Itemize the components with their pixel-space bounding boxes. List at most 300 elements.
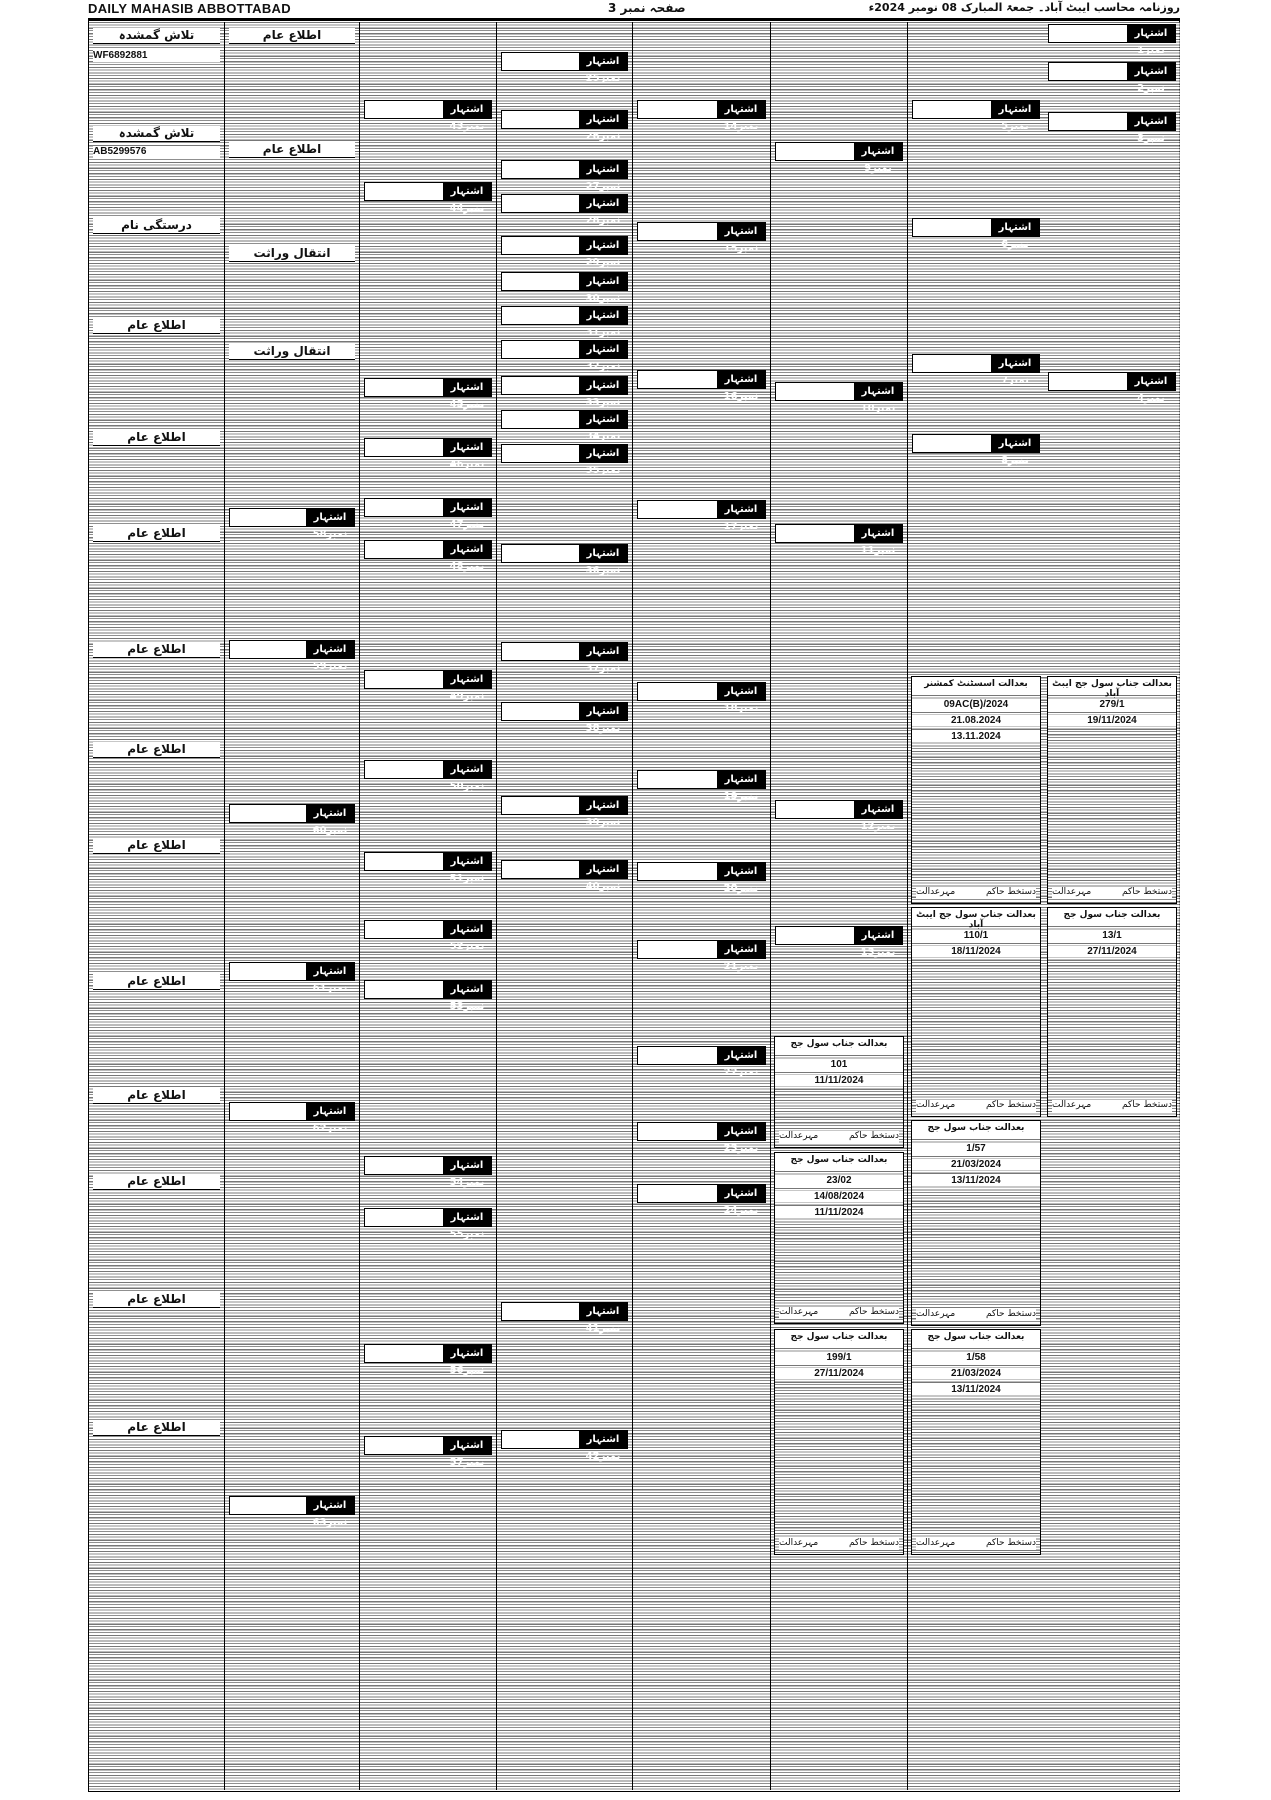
ad-number-label (306, 509, 354, 540)
signature-label: دستخط حاکم (1121, 1100, 1172, 1110)
ad-number-label (443, 101, 491, 132)
court-notice-title: بعدالت جناب سول جج (927, 1332, 1025, 1342)
ad-number: 32 (585, 361, 600, 372)
ad-label-text: اشتہار نمبر (724, 1188, 759, 1216)
notice-heading: اطلاع عام (93, 1088, 220, 1104)
ad-number: 54 (449, 1177, 464, 1188)
case-reference: 14/08/2024 (775, 1191, 903, 1202)
ad-label-text: اشتہار نمبر (450, 104, 485, 132)
case-reference: 1/58 (912, 1352, 1040, 1363)
ad-number: 33 (585, 397, 600, 408)
ad-label-text: اشتہار نمبر (586, 164, 621, 192)
seal-label: مہرعدالت (916, 1309, 956, 1319)
ad-number-tag (364, 1156, 492, 1188)
ad-number-label (306, 805, 354, 836)
ad-number: 46 (449, 459, 464, 470)
ad-number-tag (775, 800, 903, 832)
ad-label-text: اشتہار نمبر (313, 512, 348, 540)
col-1 (1044, 22, 1180, 1790)
ad-number: 47 (449, 519, 464, 530)
ad-number-label (579, 411, 627, 442)
signature-label: دستخط حاکم (848, 1307, 899, 1317)
ad-number-tag (229, 640, 355, 672)
ad-number: 21 (723, 961, 738, 972)
ad-number-tag (637, 1184, 766, 1216)
ad-number-tag (775, 382, 903, 414)
ad-number-tag (229, 804, 355, 836)
ad-number-label (443, 439, 491, 470)
notice-heading: اطلاع عام (93, 742, 220, 758)
ad-number-label (579, 161, 627, 192)
ad-number-tag (501, 1430, 628, 1462)
ad-number-tag (637, 770, 766, 802)
ad-number-tag (501, 110, 628, 142)
notice-heading: اطلاع عام (93, 430, 220, 446)
reference-number: WF6892881 (93, 50, 220, 62)
notice-heading: اطلاع عام (93, 974, 220, 990)
ad-number-label (443, 671, 491, 702)
ad-number-tag (637, 1046, 766, 1078)
ad-number-tag (229, 1496, 355, 1528)
ad-number-label (717, 771, 765, 802)
ad-number-label (854, 383, 902, 414)
ad-number: 31 (585, 327, 600, 338)
ad-number-label (717, 941, 765, 972)
ad-number-label (443, 1345, 491, 1376)
ad-number: 57 (449, 1457, 464, 1468)
ad-number-label (443, 379, 491, 410)
ad-number-tag (637, 1122, 766, 1154)
ad-number: 35 (585, 465, 600, 476)
ad-number-label (991, 355, 1039, 386)
ad-number-tag (637, 222, 766, 254)
notice-heading: تلاش گمشدہ (93, 28, 220, 44)
ad-number-tag (364, 670, 492, 702)
ad-number-tag (229, 1102, 355, 1134)
ad-number-tag (501, 194, 628, 226)
ad-number-label (443, 1437, 491, 1468)
ad-number: 38 (585, 723, 600, 734)
ad-number-label (579, 195, 627, 226)
seal-label: مہرعدالت (916, 1100, 956, 1110)
ad-number-label (1127, 63, 1175, 94)
ad-number-tag (364, 1208, 492, 1240)
ad-number: 14 (723, 121, 738, 132)
ad-number-label (579, 111, 627, 142)
ad-number: 17 (723, 521, 738, 532)
ad-label-text: اشتہار نمبر (586, 1434, 621, 1462)
ad-number: 22 (723, 1067, 738, 1078)
ad-number-label (306, 963, 354, 994)
ad-label-text: اشتہار نمبر (586, 646, 621, 674)
ad-label-text: اشتہار نمبر (586, 706, 621, 734)
ad-number-label (443, 921, 491, 952)
ad-number: 58 (312, 529, 327, 540)
ad-number-label (854, 525, 902, 556)
case-reference: 11/11/2024 (775, 1207, 903, 1218)
court-notice-title: بعدالت جناب سول جج (790, 1155, 888, 1165)
ad-label-text: اشتہار نمبر (586, 414, 621, 442)
seal-label: مہرعدالت (779, 1538, 819, 1548)
ad-text-block (360, 22, 496, 1790)
ad-label-text: اشتہار نمبر (998, 104, 1032, 132)
col-6 (359, 22, 496, 1790)
masthead-english: DAILY MAHASIB ABBOTTABAD (88, 1, 291, 16)
ad-label-text: اشتہار نمبر (313, 808, 348, 836)
ad-label-text: اشتہار نمبر (586, 800, 621, 828)
notice-signature (1052, 1100, 1172, 1112)
ad-number: 10 (860, 403, 875, 414)
ad-number-label (991, 219, 1039, 250)
ad-number-tag (364, 1436, 492, 1468)
ad-label-text: اشتہار نمبر (586, 310, 621, 338)
ad-label-text: اشتہار نمبر (724, 226, 759, 254)
notice-signature (916, 1309, 1036, 1321)
ad-number-tag (364, 1344, 492, 1376)
ad-label-text: اشتہار نمبر (313, 1106, 348, 1134)
ad-number-label (1127, 25, 1175, 56)
ad-number: 26 (585, 131, 600, 142)
court-notice (774, 1036, 904, 1148)
ad-number-tag (501, 160, 628, 192)
ad-number-tag (364, 100, 492, 132)
court-notice-title: بعدالت جناب سول جج (790, 1039, 888, 1049)
ad-number: 7 (1001, 375, 1009, 386)
ad-number-tag (1048, 24, 1176, 56)
page-number: صفحہ نمبر 3 (608, 1, 686, 15)
seal-label: مہرعدالت (916, 1538, 956, 1548)
court-notice-title: بعدالت جناب سول جج (927, 1123, 1025, 1133)
ad-number-tag (364, 852, 492, 884)
ad-number-label (717, 501, 765, 532)
col-7 (224, 22, 359, 1790)
ad-label-text: اشتہار نمبر (313, 644, 348, 672)
ad-number: 9 (864, 163, 872, 174)
notice-heading: درستگی نام (93, 218, 220, 234)
ad-number-tag (364, 182, 492, 214)
seal-label: مہرعدالت (779, 1131, 819, 1141)
ad-number-label (443, 761, 491, 792)
ad-number: 25 (585, 73, 600, 84)
ad-label-text: اشتہار نمبر (450, 1440, 485, 1468)
ad-number: 56 (449, 1365, 464, 1376)
ad-number-tag (501, 236, 628, 268)
notice-signature (916, 887, 1036, 899)
ad-number: 2 (1137, 83, 1145, 94)
notice-heading: اطلاع عام (93, 1292, 220, 1308)
ad-number-tag (501, 444, 628, 476)
ad-number-tag (1048, 372, 1176, 404)
ad-label-text: اشتہار نمبر (724, 866, 759, 894)
ad-number: 49 (449, 691, 464, 702)
ad-number: 36 (585, 565, 600, 576)
notice-heading: انتقال وراثت (229, 344, 355, 360)
ad-label-text: اشتہار نمبر (724, 1126, 759, 1154)
ad-label-text: اشتہار نمبر (450, 1348, 485, 1376)
ad-number-label (579, 445, 627, 476)
ad-label-text: اشتہار نمبر (861, 146, 895, 174)
notice-heading: اطلاع عام (229, 142, 355, 158)
col-4 (632, 22, 770, 1790)
ad-number: 23 (723, 1143, 738, 1154)
ad-number: 62 (312, 1123, 327, 1134)
ad-label-text: اشتہار نمبر (1134, 116, 1168, 144)
ad-number: 28 (585, 215, 600, 226)
ad-number-label (443, 1209, 491, 1240)
ad-label-text: اشتہار نمبر (586, 240, 621, 268)
ad-number: 15 (723, 243, 738, 254)
masthead-urdu: روزنامہ محاسب ایبٹ آباد۔ جمعۃ المبارک 08 نومبر 2024ء (868, 1, 1180, 14)
ad-number-label (717, 223, 765, 254)
ad-number: 51 (449, 873, 464, 884)
ad-number: 4 (1137, 393, 1145, 404)
ad-number-tag (229, 962, 355, 994)
ad-number-label (579, 545, 627, 576)
ad-number-tag (912, 218, 1040, 250)
ad-number: 30 (585, 293, 600, 304)
court-notice (911, 1120, 1041, 1326)
ad-number-label (854, 927, 902, 958)
ad-label-text: اشتہار نمبر (450, 502, 485, 530)
ad-number-label (579, 237, 627, 268)
ad-number-tag (501, 642, 628, 674)
notice-heading: اطلاع عام (93, 526, 220, 542)
ad-label-text: اشتہار نمبر (998, 222, 1032, 250)
ad-number: 11 (860, 545, 875, 556)
reference-number: AB5299576 (93, 146, 220, 158)
ad-text-block (89, 22, 224, 1790)
ad-label-text: اشتہار نمبر (313, 966, 348, 994)
case-reference: 13/11/2024 (912, 1175, 1040, 1186)
case-reference: 279/1 (1048, 699, 1176, 710)
ad-number-label (991, 435, 1039, 466)
signature-label: دستخط حاکم (848, 1538, 899, 1548)
ad-number-label (854, 801, 902, 832)
court-notice-title: بعدالت اسسٹنٹ کمشنر (924, 679, 1028, 689)
ad-number-tag (637, 940, 766, 972)
ad-number: 48 (449, 561, 464, 572)
ad-number-tag (501, 272, 628, 304)
ad-number-tag (912, 354, 1040, 386)
ad-number-tag (501, 410, 628, 442)
ad-label-text: اشتہار نمبر (450, 764, 485, 792)
notice-heading: اطلاع عام (229, 28, 355, 44)
case-reference: 199/1 (775, 1352, 903, 1363)
court-notice (1047, 676, 1177, 904)
ad-number: 19 (723, 791, 738, 802)
ad-number-label (306, 1497, 354, 1528)
ad-label-text: اشتہار نمبر (586, 448, 621, 476)
ad-label-text: اشتہار نمبر (586, 344, 621, 372)
ad-label-text: اشتہار نمبر (450, 544, 485, 572)
ad-number: 45 (449, 399, 464, 410)
court-notice (1047, 907, 1177, 1117)
notice-heading: اطلاع عام (93, 1420, 220, 1436)
ad-number-label (1127, 113, 1175, 144)
notice-heading: انتقال وراثت (229, 246, 355, 262)
ad-number: 55 (449, 1229, 464, 1240)
ad-label-text: اشتہار نمبر (724, 374, 759, 402)
ad-number: 44 (449, 203, 464, 214)
ad-number-label (717, 1185, 765, 1216)
col-2 (907, 22, 1044, 1790)
ad-number-label (579, 797, 627, 828)
case-reference: 27/11/2024 (775, 1368, 903, 1379)
ad-number: 29 (585, 257, 600, 268)
ad-number: 37 (585, 663, 600, 674)
ad-number-tag (1048, 112, 1176, 144)
case-reference: 18/11/2024 (912, 946, 1040, 957)
ad-number: 40 (585, 881, 600, 892)
case-reference: 21.08.2024 (912, 715, 1040, 726)
ad-number-label (579, 643, 627, 674)
ad-number: 60 (312, 825, 327, 836)
ad-number-label (443, 541, 491, 572)
ad-label-text: اشتہار نمبر (724, 686, 759, 714)
court-notice-title: بعدالت جناب سول جج ایبٹ آباد (1052, 679, 1172, 699)
court-notice (911, 676, 1041, 904)
ad-label-text: اشتہار نمبر (450, 856, 485, 884)
ad-label-text: اشتہار نمبر (586, 198, 621, 226)
ad-number-label (579, 703, 627, 734)
case-reference: 27/11/2024 (1048, 946, 1176, 957)
signature-label: دستخط حاکم (985, 1309, 1036, 1319)
court-notice (774, 1329, 904, 1555)
case-reference: 13.11.2024 (912, 731, 1040, 742)
case-reference: 11/11/2024 (775, 1075, 903, 1086)
ad-number: 3 (1137, 133, 1145, 144)
ad-label-text: اشتہار نمبر (724, 944, 759, 972)
ad-number-tag (775, 142, 903, 174)
ad-number-tag (364, 920, 492, 952)
ad-number-label (717, 1047, 765, 1078)
case-reference: 09AC(B)/2024 (912, 699, 1040, 710)
ad-number-tag (364, 438, 492, 470)
ad-number: 13 (860, 947, 875, 958)
seal-label: مہرعدالت (1052, 887, 1092, 897)
ad-label-text: اشتہار نمبر (1134, 28, 1168, 56)
ad-number: 53 (449, 1001, 464, 1012)
ad-number: 20 (723, 883, 738, 894)
ad-number-tag (637, 370, 766, 402)
ad-label-text: اشتہار نمبر (724, 1050, 759, 1078)
ad-number-label (717, 371, 765, 402)
case-reference: 1/57 (912, 1143, 1040, 1154)
ad-number-tag (364, 378, 492, 410)
ad-number: 1 (1137, 45, 1145, 56)
ad-label-text: اشتہار نمبر (450, 1212, 485, 1240)
ad-number-tag (1048, 62, 1176, 94)
ad-number: 61 (312, 983, 327, 994)
case-reference: 13/11/2024 (912, 1384, 1040, 1395)
ad-label-text: اشتہار نمبر (861, 528, 896, 556)
ad-label-text: اشتہار نمبر (1134, 66, 1168, 94)
ad-number-label (579, 341, 627, 372)
notice-signature (916, 1100, 1036, 1112)
ad-number-label (717, 1123, 765, 1154)
ad-label-text: اشتہار نمبر (313, 1500, 348, 1528)
ad-label-text: اشتہار نمبر (861, 386, 896, 414)
ad-text-block (1044, 22, 1180, 1790)
signature-label: دستخط حاکم (985, 1538, 1036, 1548)
court-notice (774, 1152, 904, 1324)
page-header (88, 0, 1180, 20)
seal-label: مہرعدالت (779, 1307, 819, 1317)
ad-number-label (717, 863, 765, 894)
ad-number-label (854, 143, 902, 174)
court-notice (911, 907, 1041, 1117)
signature-label: دستخط حاکم (985, 1100, 1036, 1110)
case-reference: 21/03/2024 (912, 1368, 1040, 1379)
signature-label: دستخط حاکم (848, 1131, 899, 1141)
col-8 (88, 22, 224, 1790)
ad-number-label (717, 101, 765, 132)
ad-number: 42 (585, 1451, 600, 1462)
ad-label-text: اشتہار نمبر (450, 924, 485, 952)
ad-label-text: اشتہار نمبر (586, 114, 621, 142)
signature-label: دستخط حاکم (985, 887, 1036, 897)
ad-number: 8 (1001, 455, 1009, 466)
ad-label-text: اشتہار نمبر (450, 984, 485, 1012)
ad-number-tag (501, 340, 628, 372)
ad-label-text: اشتہار نمبر (861, 930, 896, 958)
notice-signature (779, 1307, 899, 1319)
case-reference: 101 (775, 1059, 903, 1070)
ad-number-tag (775, 524, 903, 556)
ad-label-text: اشتہار نمبر (724, 774, 759, 802)
ad-number-label (443, 1157, 491, 1188)
ad-number-label (579, 861, 627, 892)
ad-number: 12 (860, 821, 875, 832)
court-notice-title: بعدالت جناب سول جج (790, 1332, 888, 1342)
ad-label-text: اشتہار نمبر (998, 358, 1032, 386)
notice-signature (779, 1538, 899, 1550)
ad-label-text: اشتہار نمبر (724, 104, 759, 132)
ad-label-text: اشتہار نمبر (586, 56, 621, 84)
ad-number: 63 (312, 1517, 327, 1528)
ad-label-text: اشتہار نمبر (1134, 376, 1168, 404)
ad-number: 41 (585, 1323, 600, 1334)
notice-heading: اطلاع عام (93, 642, 220, 658)
ad-label-text: اشتہار نمبر (861, 804, 896, 832)
ad-number-label (443, 853, 491, 884)
ad-label-text: اشتہار نمبر (450, 186, 485, 214)
ad-number: 24 (723, 1205, 738, 1216)
ad-number-tag (501, 702, 628, 734)
notice-heading: اطلاع عام (93, 838, 220, 854)
seal-label: مہرعدالت (916, 887, 956, 897)
ad-number-tag (637, 500, 766, 532)
ad-label-text: اشتہار نمبر (450, 382, 485, 410)
ad-number-tag (501, 860, 628, 892)
notice-signature (1052, 887, 1172, 899)
ad-label-text: اشتہار نمبر (450, 1160, 485, 1188)
ad-number: 16 (723, 391, 738, 402)
ad-number-tag (912, 100, 1040, 132)
ad-label-text: اشتہار نمبر (586, 380, 621, 408)
court-notice-title: بعدالت جناب سول جج ایبٹ آباد (916, 910, 1036, 930)
ad-text-block (633, 22, 770, 1790)
notice-heading: تلاش گمشدہ (93, 126, 220, 142)
notice-signature (916, 1538, 1036, 1550)
ad-number-tag (501, 52, 628, 84)
ad-number-tag (501, 376, 628, 408)
ad-number-tag (501, 796, 628, 828)
ad-number-label (579, 273, 627, 304)
ad-number-label (579, 1303, 627, 1334)
ad-label-text: اشتہار نمبر (724, 504, 759, 532)
signature-label: دستخط حاکم (1121, 887, 1172, 897)
